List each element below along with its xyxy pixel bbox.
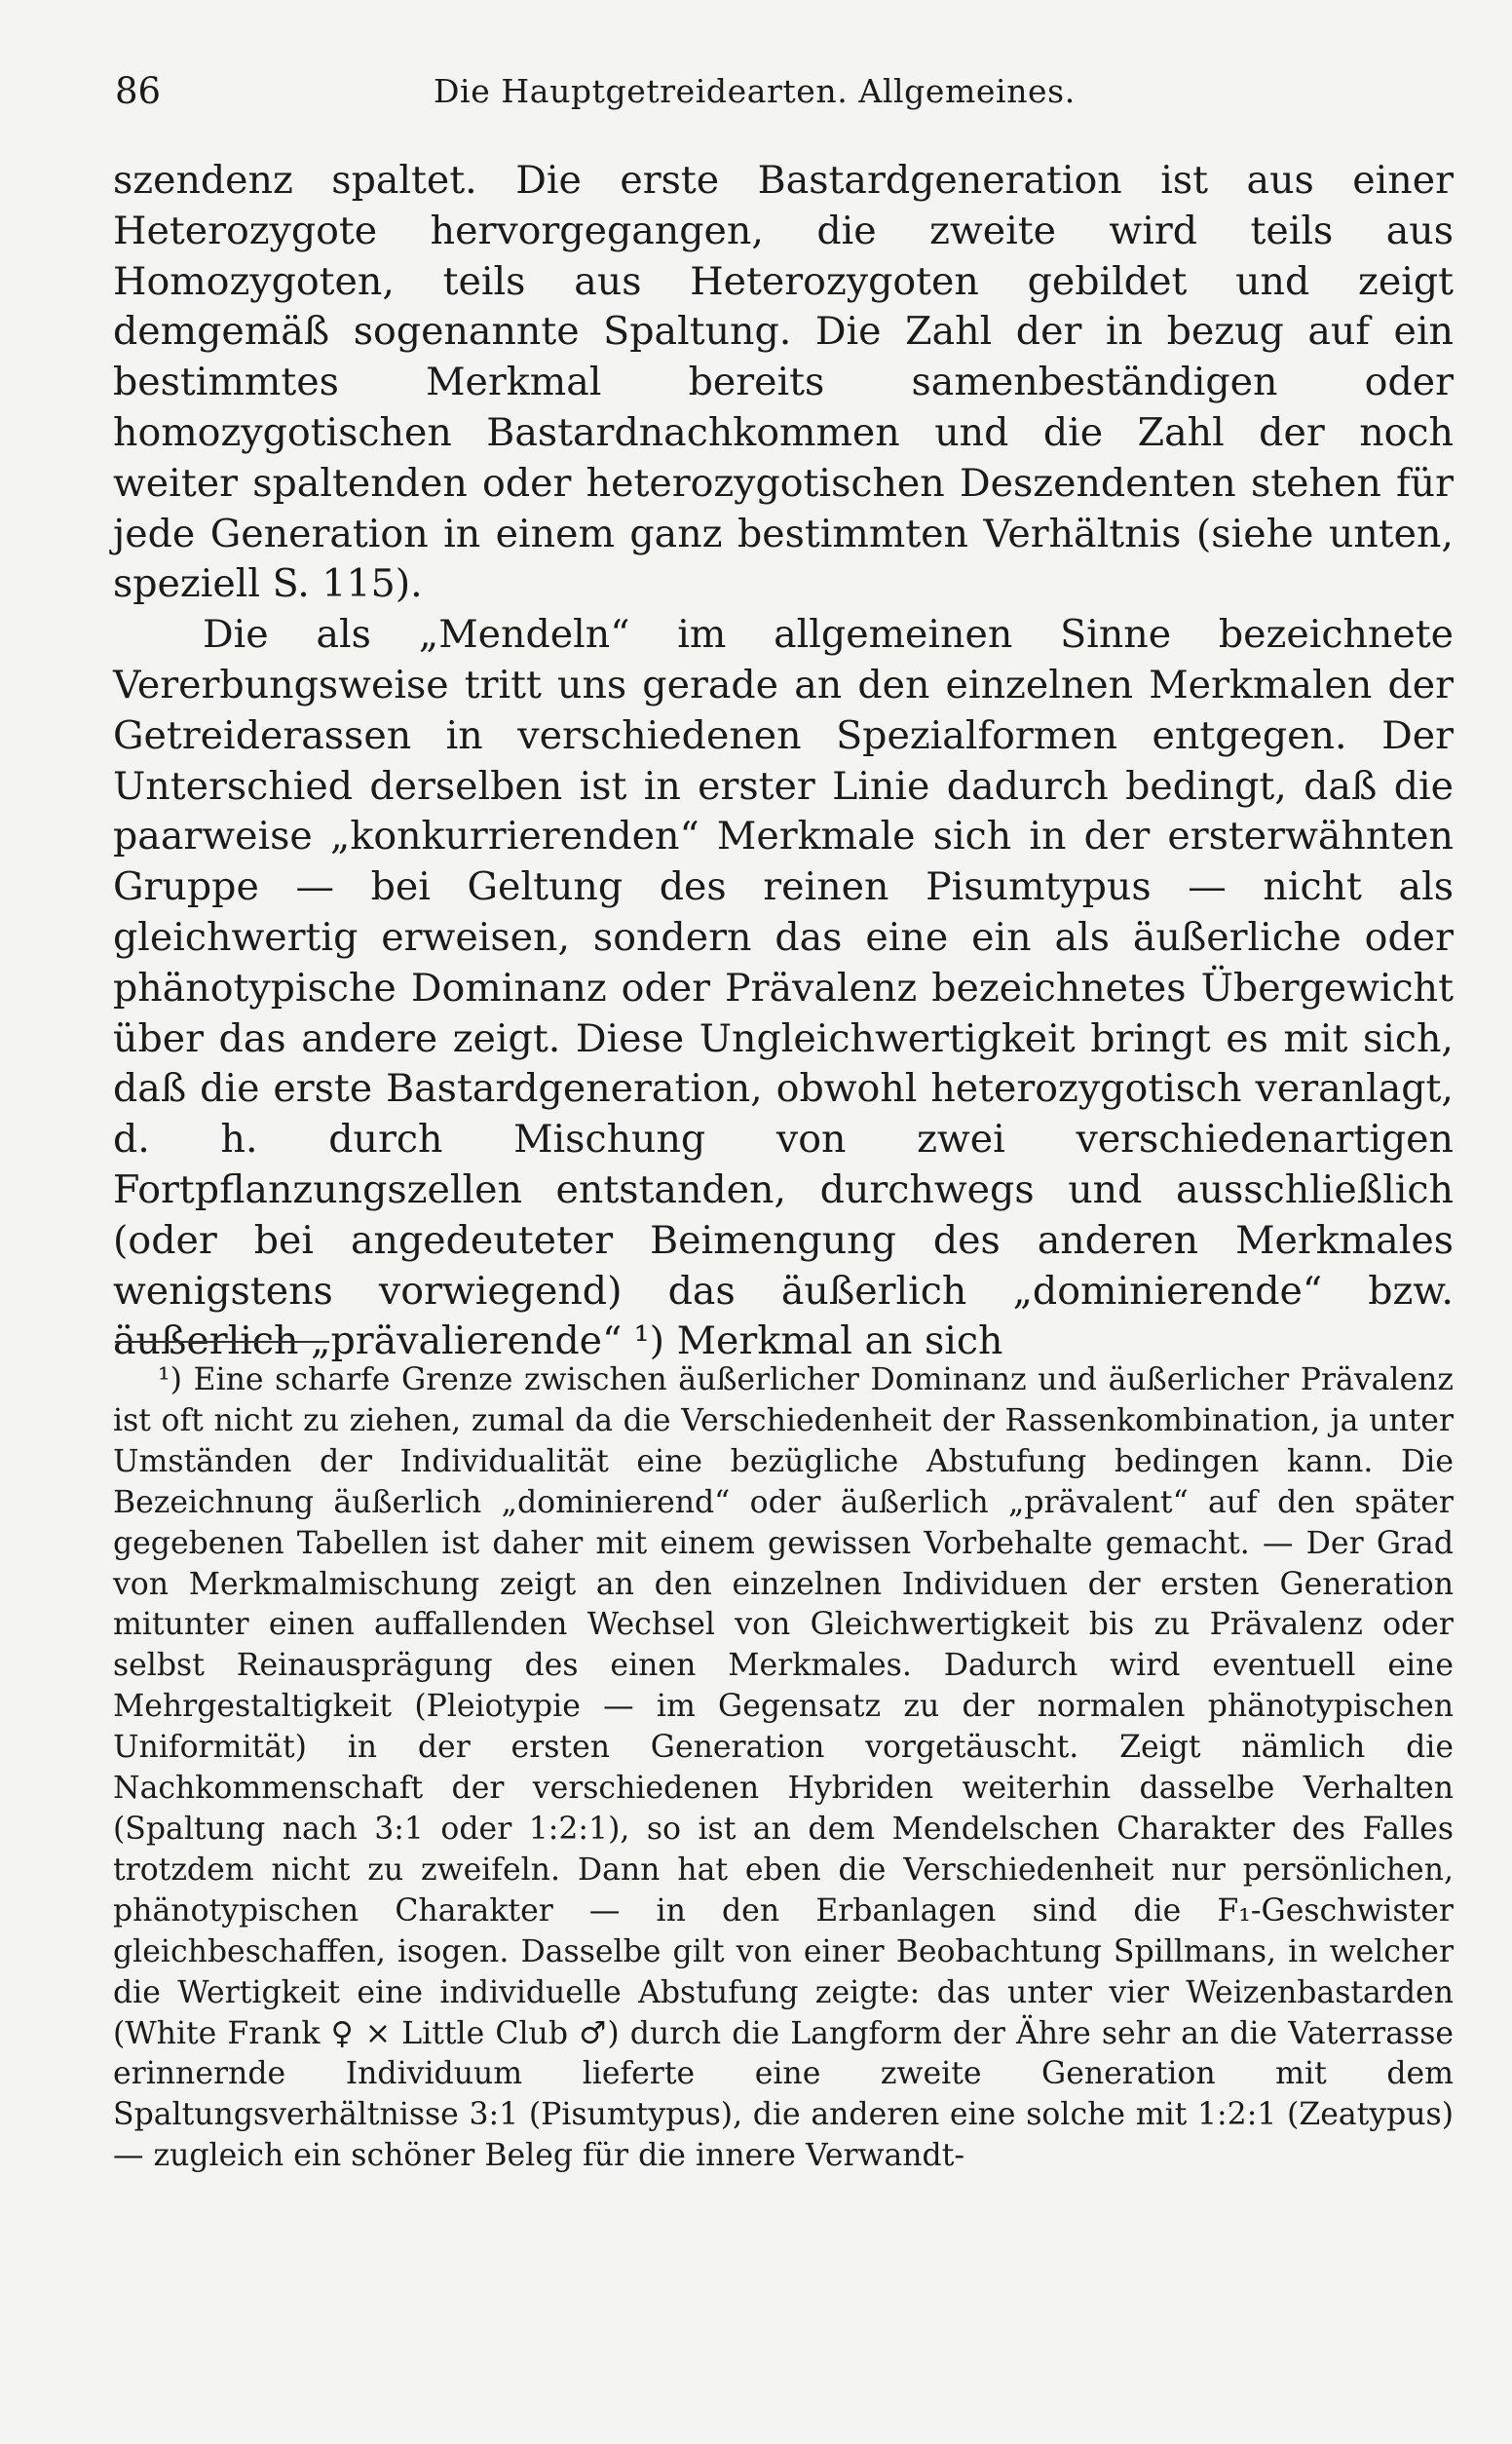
paragraph-continued: szendenz spaltet. Die erste Bastardgeneration ist aus einer Heterozygote hervorgegangen, die zweite wird teils aus Homozygoten, teils aus Heterozygoten gebildet und zeigt demgemäß sogenannte Spaltung. Die Zahl der in bezug auf ein bestimmtes Merkmal bereits samenbeständigen oder homozygotischen Bastardnachkommen und die Zahl der noch weiter spaltenden oder heterozygotischen Deszendenten stehen für jede Generation in einem ganz bestimmten Verhältnis (siehe unten, speziell S. 115).	[113, 158, 1454, 607]
running-head	[115, 68, 1450, 115]
paragraph-mendeln: Die als „Mendeln“ im allgemeinen Sinne bezeichnete Vererbungsweise tritt uns gerade an den einzelnen Merkmalen der Getreiderassen in verschiedenen Spezialformen entgegen. Der Unterschied derselben ist in erster Linie dadurch bedingt, daß die paarweise „konkurrierenden“ Merkmale sich in der ersterwähnten Gruppe — bei Geltung des reinen Pisumtypus — nicht als gleichwertig erweisen, sondern das eine ein als äußerliche oder phänotypische Dominanz oder Prävalenz bezeichnetes Übergewicht über das andere zeigt. Diese Ungleichwertigkeit bringt es mit sich, daß die erste Bastardgeneration, obwohl heterozygotisch veranlagt, d. h. durch Mischung von zwei verschiedenartigen Fortpflanzungszellen entstanden, durchwegs und ausschließlich (oder bei angedeuteter Beimengung des anderen Merkmales wenigstens vorwiegend) das äußerlich „dominierende“ bzw. äußerlich „prävalierende“ ¹) Merkmal an sich	[113, 612, 1454, 1364]
main-text	[113, 156, 1454, 1367]
footnote: ¹) Eine scharfe Grenze zwischen äußerlicher Dominanz und äußerlicher Prävalenz ist oft nicht zu ziehen, zumal da die Verschiedenheit der Rassenkombination, ja unter Umständen der Individualität eine bezügliche Abstufung bedingen kann. Die Bezeichnung äußerlich „dominierend“ oder äußerlich „prävalent“ auf den später gegebenen Tabellen ist daher mit einem gewissen Vorbehalte gemacht. — Der Grad von Merkmalmischung zeigt an den einzelnen Individuen der ersten Generation mitunter einen auffallenden Wechsel von Gleichwertigkeit bis zu Prävalenz oder selbst Reinausprägung des einen Merkmales. Dadurch wird eventuell eine Mehrgestaltigkeit (Pleiotypie — im Gegensatz zu der normalen phänotypischen Uniformität) in der ersten Generation vorgetäuscht. Zeigt nämlich die Nachkommenschaft der verschiedenen Hybriden weiterhin dasselbe Verhalten (Spaltung nach 3:1 oder 1:2:1), so ist an dem Mendelschen Charakter des Falles trotzdem nicht zu zweifeln. Dann hat eben die Verschiedenheit nur persönlichen, phänotypischen Charakter — in den Erbanlagen sind die F₁-Geschwister gleichbeschaffen, isogen. Dasselbe gilt von einer Beobachtung Spillmans, in welcher die Wertigkeit eine individuelle Abstufung zeigte: das unter vier Weizenbastarden (White Frank ♀ × Little Club ♂) durch die Langform der Ähre sehr an die Vaterrasse erinnernde Individuum lieferte eine zweite Generation mit dem Spaltungsverhältnisse 3:1 (Pisumtypus), die anderen eine solche mit 1:2:1 (Zeatypus) — zugleich ein schöner Beleg für die innere Verwandt-	[113, 1362, 1454, 2174]
running-title: Die Hauptgetreidearten. Allgemeines.	[434, 72, 1076, 110]
page-number: 86	[115, 70, 162, 112]
footnote-divider	[115, 1341, 329, 1343]
